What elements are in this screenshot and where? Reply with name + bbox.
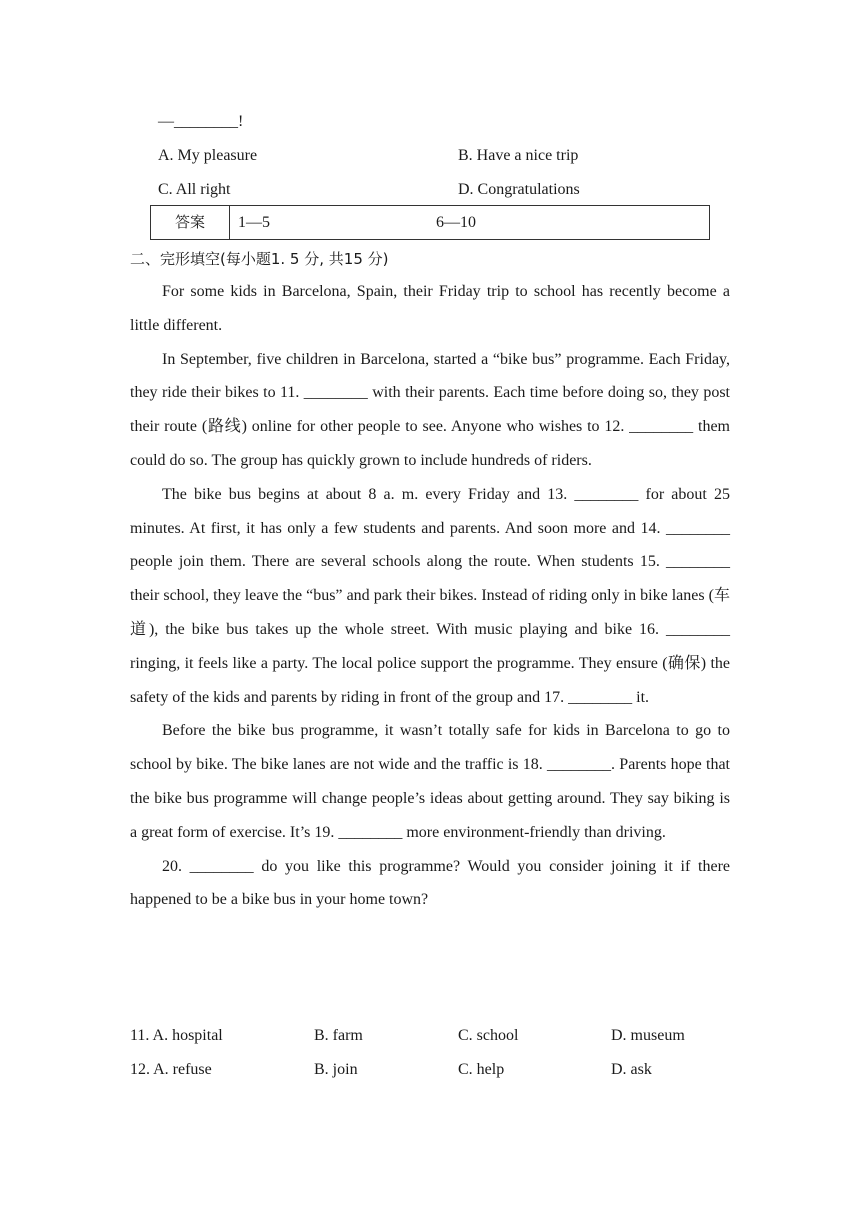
passage	[130, 275, 730, 917]
q11-option-d: D. museum	[611, 1027, 685, 1044]
passage-paragraph-1: For some kids in Barcelona, Spain, their Friday trip to school has recently become a little different.	[130, 283, 730, 334]
q12-option-a: 12. A. refuse	[130, 1061, 212, 1078]
q11-option-c: C. school	[458, 1027, 519, 1044]
answer-table-label: 答案	[151, 206, 230, 239]
q11-option-b: B. farm	[314, 1027, 363, 1044]
prev-option-b: B. Have a nice trip	[458, 147, 579, 164]
prev-option-a: A. My pleasure	[158, 147, 258, 164]
prev-question-prompt: —________!	[158, 113, 244, 130]
answer-range-1: 1—5	[238, 214, 270, 231]
q12-option-d: D. ask	[611, 1061, 652, 1078]
passage-paragraph-3: The bike bus begins at about 8 a. m. every Friday and 13. ________ for about 25 minutes. At first, it has only a few students and parents. And soon more and 14. ________ people join them. There are several schools along the route. When students 15. ________ their school, they leave the “bus” and park their bikes. Instead of riding only in bike lanes (车道), the bike bus takes up the whole street. With music playing and bike 16. ________ ringing, it feels like a party. The local police support the programme. They ensure (确保) the safety of the kids and parents by riding in front of the group and 17. ________ it.	[130, 485, 730, 706]
section-heading: 二、完形填空(每小题1. 5 分, 共15 分)	[130, 250, 389, 268]
passage-paragraph-5: 20. ________ do you like this programme? Would you consider joining it if there happened to be a bike bus in your home town?	[130, 857, 730, 909]
answer-table	[150, 205, 710, 240]
prev-option-c: C. All right	[158, 181, 231, 198]
prev-option-d: D. Congratulations	[458, 181, 580, 198]
q11-option-a: 11. A. hospital	[130, 1027, 223, 1044]
answer-range-2: 6—10	[436, 214, 476, 231]
passage-paragraph-2: In September, five children in Barcelona, started a “bike bus” programme. Each Friday, they ride their bikes to 11. ________ with their parents. Each time before doing so, they post their route (路线) online for other people to see. Anyone who wishes to 12. ________ them could do so. The group has quickly grown to include hundreds of riders.	[130, 350, 730, 469]
q12-option-b: B. join	[314, 1061, 358, 1078]
q12-option-c: C. help	[458, 1061, 505, 1078]
passage-paragraph-4: Before the bike bus programme, it wasn’t totally safe for kids in Barcelona to go to school by bike. The bike lanes are not wide and the traffic is 18. ________. Parents hope that the bike bus programme will change people’s ideas about getting around. They say biking is a great form of exercise. It’s 19. ________ more environment-friendly than driving.	[130, 722, 730, 841]
